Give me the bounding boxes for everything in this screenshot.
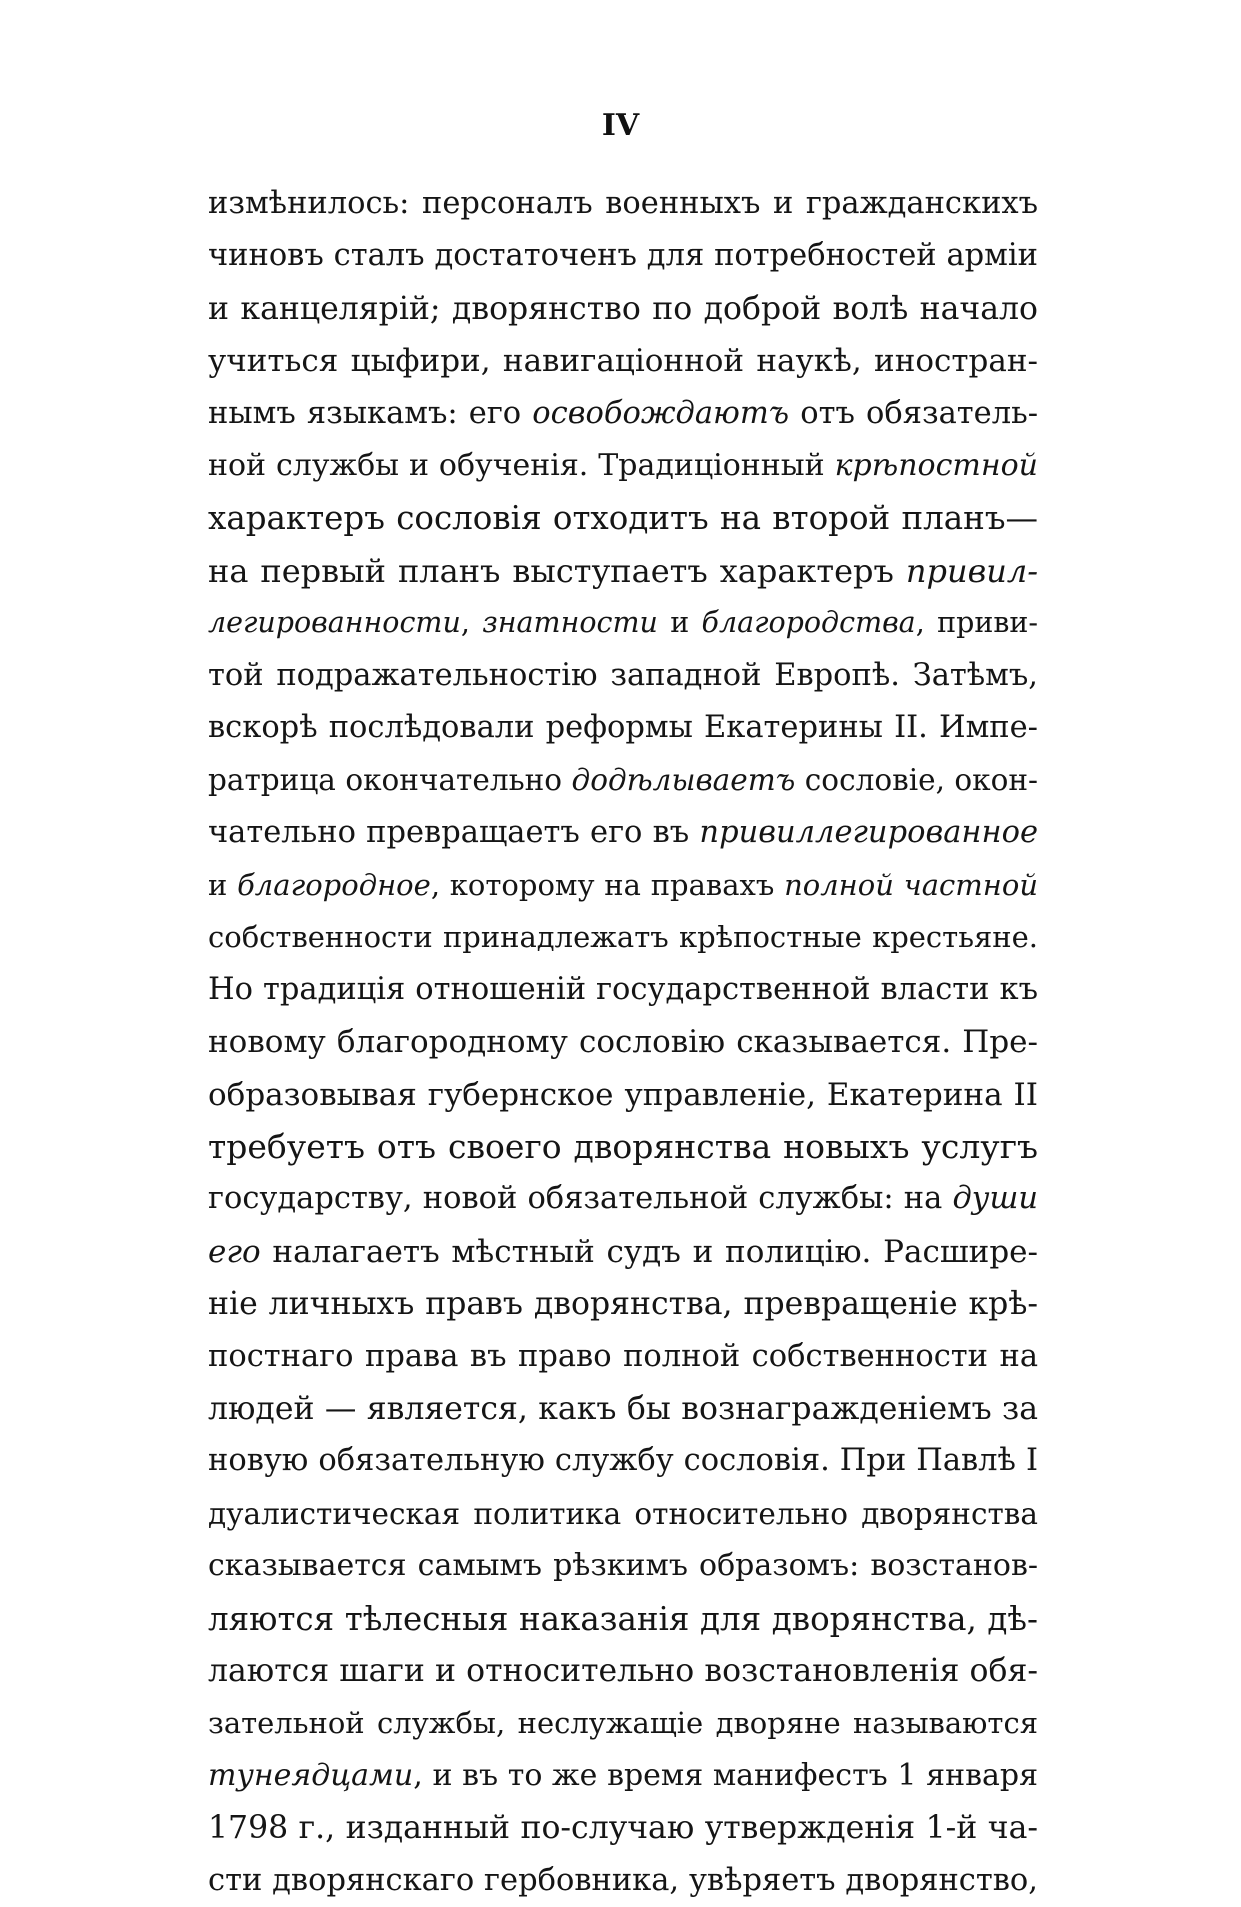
text-span: новому благородному сословію сказывается. Пре- [208,1024,1038,1061]
text-span: постнаго права въ право полной собственности на [208,1338,1038,1374]
text-span: собственности принадлежатъ крѣпостные крестьяне. [208,920,1038,955]
text-span: той подражательностію западной Европѣ. Затѣмъ, [208,657,1038,693]
italic-phrase: привиллегированное [699,814,1038,850]
italic-phrase: знатности [482,606,658,640]
text-line [208,178,1038,230]
text-span: и [208,868,238,903]
text-line [208,1540,1038,1592]
text-line [208,1383,1038,1435]
text-line [208,1173,1038,1225]
italic-phrase: его [208,1233,261,1270]
text-span: сословіе, окон- [795,763,1038,798]
text-span: образовывая губернское управленіе, Екатерина II [208,1076,1038,1113]
text-span: чательно превращаетъ его въ [208,814,700,850]
text-line [208,807,1038,859]
text-line [208,545,1038,597]
text-span: сказывается самымъ рѣзкимъ образомъ: возстанов- [208,1548,1038,1584]
text-span: дуалистическая политика относительно дворянства [208,1496,1038,1531]
text-span: , и въ то же время манифестъ 1 января [413,1757,1038,1793]
page-number: IV [601,108,640,143]
italic-phrase: благородное [237,868,431,903]
text-span: чиновъ сталъ достаточенъ для потребностей арміи [208,238,1038,274]
text-line [208,1802,1038,1854]
text-line [208,1121,1038,1173]
text-line [208,230,1038,282]
text-span: ратрица окончательно [208,763,572,798]
text-span: на первый планъ выступаетъ характеръ [208,551,906,590]
italic-phrase: легированности [208,606,461,640]
text-line [208,492,1038,544]
text-line [208,335,1038,387]
text-span: и [657,606,702,640]
body-text [208,178,1038,1907]
text-line [208,754,1038,806]
text-line [208,1226,1038,1278]
text-span: новую обязательную службу сословія. При Павлѣ I [208,1443,1038,1479]
italic-phrase: привил- [905,551,1038,590]
text-span: учиться цыфири, навигаціонной наукѣ, иностран- [208,343,1038,380]
text-span: нымъ языкамъ: его [208,395,533,431]
text-span: измѣнилось: персоналъ военныхъ и гражданскихъ [208,186,1038,221]
text-span: , которому на правахъ [430,868,785,903]
text-line [208,964,1038,1016]
italic-phrase: души [952,1181,1038,1217]
italic-phrase: полной частной [784,868,1038,903]
text-span: налагаетъ мѣстный судъ и полицію. Расшире- [260,1233,1038,1270]
text-span: , [460,606,483,640]
text-line [208,650,1038,702]
text-line [208,1278,1038,1330]
text-span: Но традиція отношеній государственной власти къ [208,971,1038,1007]
text-line [208,911,1038,963]
text-line [208,1855,1038,1907]
text-line [208,597,1038,649]
text-span: , приви- [915,606,1038,640]
text-line [208,859,1038,911]
italic-phrase: благородства [701,606,916,640]
text-line [208,440,1038,492]
text-span: отъ обязатель- [789,395,1038,431]
text-line [208,1016,1038,1068]
text-span: ной службы и обученія. Традиціонный [208,447,835,483]
text-span: характеръ сословія отходитъ на второй планъ— [208,499,1038,538]
text-span: людей — является, какъ бы вознагражденіемъ за [208,1390,1038,1427]
text-line [208,1331,1038,1383]
text-span: ляются тѣлесныя наказанія для дворянства, дѣ- [208,1599,1038,1638]
text-line [208,1488,1038,1540]
text-span: государству, новой обязательной службы: на [208,1181,953,1217]
text-span: 1798 г., изданный по-случаю утвержденія 1-й ча- [208,1810,1038,1847]
text-line [208,1593,1038,1645]
text-line [208,702,1038,754]
text-span: требуетъ отъ своего дворянства новыхъ услугъ [208,1127,1038,1167]
text-line [208,1697,1038,1749]
text-span: вскорѣ послѣдовали реформы Екатерины II. Импе- [208,709,1038,745]
italic-phrase: додѣлываетъ [571,763,796,798]
italic-phrase: тунеядцами [208,1757,414,1793]
text-span: сти дворянскаго гербовника, увѣряетъ дворянство, [208,1862,1038,1898]
text-span: ніе личныхъ правъ дворянства, превращеніе крѣ- [208,1286,1038,1323]
text-span: лаются шаги и относительно возстановленія обя- [208,1652,1038,1689]
text-span: и канцелярій; дворянство по доброй волѣ начало [208,290,1038,327]
text-span: зательной службы, неслужащіе дворяне называются [208,1706,1038,1741]
text-line [208,1069,1038,1121]
text-line [208,388,1038,440]
italic-phrase: освобождаютъ [532,395,790,431]
text-line [208,283,1038,335]
text-line [208,1750,1038,1802]
text-line [208,1435,1038,1487]
text-line [208,1645,1038,1697]
italic-phrase: крѣпостной [834,447,1038,483]
